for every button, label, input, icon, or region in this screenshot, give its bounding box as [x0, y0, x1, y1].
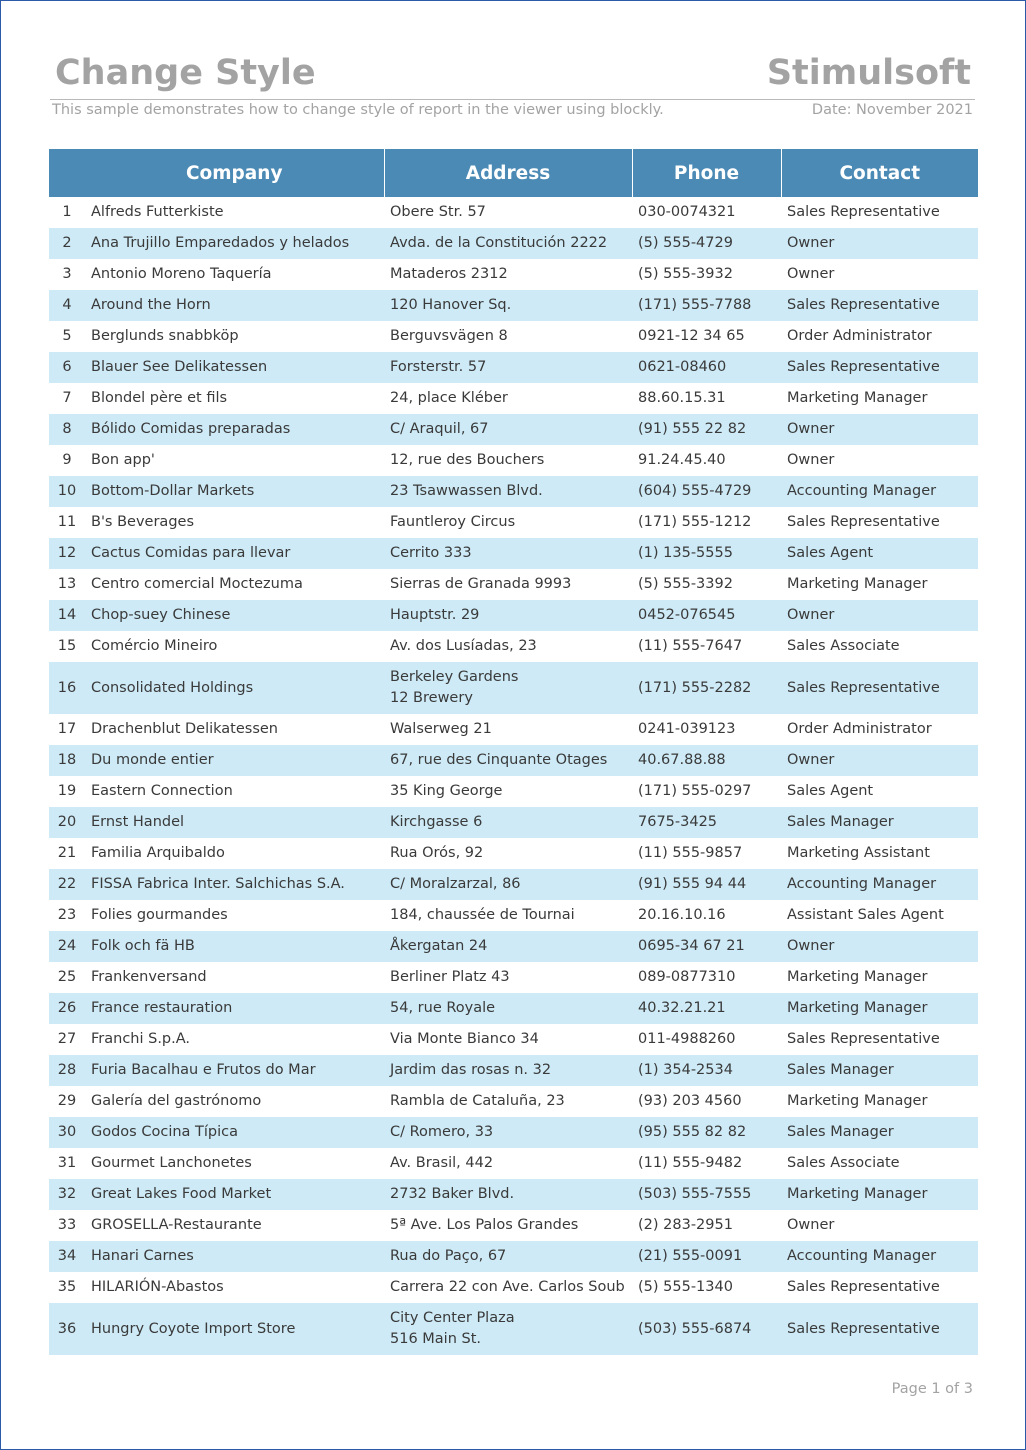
phone-cell: 030-0074321 — [638, 204, 736, 220]
contact-cell: Sales Representative — [781, 662, 978, 714]
phone-cell: 7675-3425 — [632, 807, 781, 838]
address-cell — [384, 197, 632, 228]
table-row — [49, 807, 978, 838]
address-cell — [384, 714, 632, 745]
address-cell — [384, 445, 632, 476]
address-line: Walserweg 21 — [390, 721, 492, 737]
company-cell: France restauration — [85, 993, 384, 1024]
address-cell — [384, 962, 632, 993]
address-line: 120 Hanover Sq. — [390, 297, 512, 313]
phone-cell: 88.60.15.31 — [638, 390, 726, 406]
company-cell: FISSA Fabrica Inter. Salchichas S.A. — [85, 869, 384, 900]
column-header-company: Company — [85, 149, 384, 197]
contact-cell: Marketing Manager — [787, 969, 928, 985]
row-number: 4 — [49, 290, 85, 321]
contact-cell: Owner — [781, 228, 978, 259]
address-cell — [384, 383, 632, 414]
row-number: 30 — [49, 1117, 85, 1148]
contact-cell: Owner — [781, 600, 978, 631]
company-cell: Chop-suey Chinese — [85, 600, 384, 631]
address-line: Berguvsvägen 8 — [390, 328, 508, 344]
row-number: 8 — [49, 414, 85, 445]
row-number: 11 — [57, 514, 77, 530]
row-number: 22 — [49, 869, 85, 900]
phone-cell: (5) 555-1340 — [638, 1279, 733, 1295]
contact-cell: Order Administrator — [787, 328, 932, 344]
address-cell — [384, 931, 632, 962]
address-cell — [384, 1241, 632, 1272]
address-cell — [384, 1086, 632, 1117]
company-cell: Consolidated Holdings — [85, 662, 384, 714]
address-cell — [384, 1303, 632, 1355]
address-line: Kirchgasse 6 — [390, 814, 483, 830]
contact-cell: Sales Agent — [787, 783, 874, 799]
phone-cell: (1) 354-2534 — [632, 1055, 781, 1086]
company-cell: Blauer See Delikatessen — [85, 352, 384, 383]
row-number: 31 — [57, 1155, 77, 1171]
table-row — [49, 476, 978, 507]
table-row — [49, 1303, 978, 1355]
phone-cell: (2) 283-2951 — [638, 1217, 733, 1233]
phone-cell: (503) 555-6874 — [632, 1303, 781, 1355]
row-number: 25 — [57, 969, 77, 985]
company-cell: Familia Arquibaldo — [91, 845, 225, 861]
table-row — [49, 259, 978, 290]
contact-cell: Owner — [787, 1217, 835, 1233]
contact-cell: Accounting Manager — [781, 869, 978, 900]
table-row — [49, 383, 978, 414]
table-row — [49, 1148, 978, 1179]
contact-cell: Accounting Manager — [781, 476, 978, 507]
phone-cell: (11) 555-9482 — [638, 1155, 743, 1171]
contact-cell: Sales Representative — [787, 204, 940, 220]
company-cell: Gourmet Lanchonetes — [91, 1155, 252, 1171]
contact-cell: Marketing Manager — [787, 390, 928, 406]
address-line: Av. dos Lusíadas, 23 — [390, 638, 537, 654]
company-cell: Cactus Comidas para llevar — [85, 538, 384, 569]
table-header-row — [49, 149, 978, 197]
table-row — [49, 869, 978, 900]
phone-cell: (5) 555-4729 — [632, 228, 781, 259]
table-row — [49, 631, 978, 662]
company-cell: Hungry Coyote Import Store — [85, 1303, 384, 1355]
table-row — [49, 1055, 978, 1086]
phone-cell: (93) 203 4560 — [638, 1093, 742, 1109]
address-cell — [384, 662, 632, 714]
address-line: 12, rue des Bouchers — [390, 452, 545, 468]
company-cell: Franchi S.p.A. — [91, 1031, 191, 1047]
brand-name: Stimulsoft — [766, 53, 971, 93]
table-row — [49, 414, 978, 445]
company-cell: Antonio Moreno Taquería — [91, 266, 272, 282]
customers-table — [49, 149, 978, 1355]
table-row — [49, 290, 978, 321]
address-cell — [384, 1117, 632, 1148]
address-cell — [384, 1055, 632, 1086]
address-cell — [384, 869, 632, 900]
row-number: 1 — [62, 204, 72, 220]
company-cell: Bon app' — [91, 452, 155, 468]
address-line: C/ Moralzarzal, 86 — [390, 876, 521, 892]
address-line: Jardim das rosas n. 32 — [390, 1062, 552, 1078]
table-row — [49, 507, 978, 538]
row-number: 36 — [49, 1303, 85, 1355]
address-cell — [384, 776, 632, 807]
table-row — [49, 962, 978, 993]
contact-cell: Marketing Assistant — [787, 845, 930, 861]
table-row — [49, 569, 978, 600]
table-row — [49, 445, 978, 476]
company-cell: Blondel père et fils — [91, 390, 228, 406]
table-row — [49, 1179, 978, 1210]
address-line: Avda. de la Constitución 2222 — [390, 235, 608, 251]
address-line: Via Monte Bianco 34 — [390, 1031, 539, 1047]
row-number: 9 — [62, 452, 72, 468]
table-row — [49, 838, 978, 869]
address-cell — [384, 900, 632, 931]
row-number: 14 — [49, 600, 85, 631]
address-cell — [384, 1024, 632, 1055]
table-row — [49, 228, 978, 259]
address-cell — [384, 228, 632, 259]
address-cell — [384, 993, 632, 1024]
row-number: 12 — [49, 538, 85, 569]
phone-cell: (21) 555-0091 — [632, 1241, 781, 1272]
address-cell — [384, 414, 632, 445]
address-line: 24, place Kléber — [390, 390, 508, 406]
contact-cell: Owner — [781, 931, 978, 962]
row-number: 35 — [57, 1279, 77, 1295]
address-line: Obere Str. 57 — [390, 204, 486, 220]
table-row — [49, 900, 978, 931]
row-number: 33 — [57, 1217, 77, 1233]
contact-cell: Order Administrator — [787, 721, 932, 737]
phone-cell: 0621-08460 — [632, 352, 781, 383]
phone-cell: (503) 555-7555 — [632, 1179, 781, 1210]
table-row — [49, 1117, 978, 1148]
address-line: 35 King George — [390, 783, 503, 799]
company-cell: HILARIÓN-Abastos — [91, 1279, 224, 1295]
column-header-number — [49, 149, 85, 197]
address-line: Cerrito 333 — [390, 545, 472, 561]
row-number: 26 — [49, 993, 85, 1024]
company-cell: Berglunds snabbköp — [91, 328, 239, 344]
table-row — [49, 538, 978, 569]
address-line: Hauptstr. 29 — [390, 607, 480, 623]
row-number: 29 — [57, 1093, 77, 1109]
phone-cell: (1) 135-5555 — [632, 538, 781, 569]
table-row — [49, 1086, 978, 1117]
phone-cell: 0241-039123 — [638, 721, 736, 737]
company-cell: Drachenblut Delikatessen — [91, 721, 278, 737]
company-cell: Hanari Carnes — [85, 1241, 384, 1272]
row-number: 20 — [49, 807, 85, 838]
row-number: 16 — [49, 662, 85, 714]
contact-cell: Owner — [787, 266, 835, 282]
address-cell — [384, 352, 632, 383]
phone-cell: 0695-34 67 21 — [632, 931, 781, 962]
address-cell — [384, 838, 632, 869]
phone-cell: 0452-076545 — [632, 600, 781, 631]
table-row — [49, 1210, 978, 1241]
contact-cell: Owner — [781, 745, 978, 776]
phone-cell: (171) 555-7788 — [632, 290, 781, 321]
address-line: Carrera 22 con Ave. Carlos Soub — [390, 1279, 625, 1295]
address-cell — [384, 290, 632, 321]
address-line: 12 Brewery — [390, 690, 473, 706]
contact-cell: Marketing Manager — [787, 1093, 928, 1109]
company-cell: Ana Trujillo Emparedados y helados — [85, 228, 384, 259]
company-cell: Godos Cocina Típica — [85, 1117, 384, 1148]
header-divider — [50, 99, 975, 100]
company-cell: Galería del gastrónomo — [91, 1093, 262, 1109]
row-number: 23 — [57, 907, 77, 923]
contact-cell: Sales Manager — [781, 807, 978, 838]
address-line: Rua Orós, 92 — [390, 845, 484, 861]
table-row — [49, 745, 978, 776]
contact-cell: Sales Representative — [781, 290, 978, 321]
company-cell: Around the Horn — [85, 290, 384, 321]
contact-cell: Sales Representative — [787, 514, 940, 530]
address-cell — [384, 507, 632, 538]
company-cell: Folk och fä HB — [85, 931, 384, 962]
address-cell — [384, 631, 632, 662]
address-cell — [384, 745, 632, 776]
address-line: 516 Main St. — [390, 1331, 482, 1347]
row-number: 24 — [49, 931, 85, 962]
phone-cell: 20.16.10.16 — [638, 907, 726, 923]
contact-cell: Sales Associate — [787, 638, 900, 654]
address-cell — [384, 476, 632, 507]
row-number: 7 — [62, 390, 72, 406]
address-line: Av. Brasil, 442 — [390, 1155, 494, 1171]
row-number: 15 — [57, 638, 77, 654]
report-subtitle: This sample demonstrates how to change style of report in the viewer using blockly. — [52, 102, 664, 118]
company-cell: Furia Bacalhau e Frutos do Mar — [85, 1055, 384, 1086]
address-line: City Center Plaza — [390, 1310, 515, 1326]
phone-cell: (11) 555-9857 — [638, 845, 743, 861]
row-number: 27 — [57, 1031, 77, 1047]
phone-cell: 40.32.21.21 — [632, 993, 781, 1024]
address-line: Berliner Platz 43 — [390, 969, 510, 985]
table-row — [49, 714, 978, 745]
address-line: 67, rue des Cinquante Otages — [390, 752, 608, 768]
table-row — [49, 993, 978, 1024]
phone-cell: (604) 555-4729 — [632, 476, 781, 507]
page-indicator: Page 1 of 3 — [891, 1381, 973, 1397]
row-number: 28 — [49, 1055, 85, 1086]
address-line: C/ Araquil, 67 — [390, 421, 489, 437]
phone-cell: (95) 555 82 82 — [632, 1117, 781, 1148]
table-body — [49, 197, 978, 1355]
phone-cell: (91) 555 22 82 — [632, 414, 781, 445]
column-header-phone: Phone — [632, 149, 781, 197]
row-number: 18 — [49, 745, 85, 776]
address-line: Mataderos 2312 — [390, 266, 508, 282]
address-line: 54, rue Royale — [390, 1000, 496, 1016]
company-cell: B's Beverages — [91, 514, 194, 530]
table-row — [49, 1272, 978, 1303]
phone-cell: (5) 555-3932 — [638, 266, 733, 282]
company-cell: Great Lakes Food Market — [85, 1179, 384, 1210]
address-line: Åkergatan 24 — [390, 938, 488, 954]
row-number: 17 — [57, 721, 77, 737]
phone-cell: (11) 555-7647 — [638, 638, 743, 654]
address-line: Rua do Paço, 67 — [390, 1248, 507, 1264]
address-cell — [384, 600, 632, 631]
address-line: 5ª Ave. Los Palos Grandes — [390, 1217, 579, 1233]
company-cell: Centro comercial Moctezuma — [91, 576, 303, 592]
company-cell: Comércio Mineiro — [91, 638, 218, 654]
company-cell: Du monde entier — [85, 745, 384, 776]
company-cell: Alfreds Futterkiste — [91, 204, 224, 220]
table-row — [49, 931, 978, 962]
address-cell — [384, 1272, 632, 1303]
company-cell: Eastern Connection — [91, 783, 233, 799]
contact-cell: Owner — [781, 414, 978, 445]
contact-cell: Accounting Manager — [781, 1241, 978, 1272]
table-row — [49, 600, 978, 631]
phone-cell: 089-0877310 — [638, 969, 736, 985]
address-line: Rambla de Cataluña, 23 — [390, 1093, 565, 1109]
row-number: 10 — [49, 476, 85, 507]
row-number: 2 — [49, 228, 85, 259]
row-number: 13 — [57, 576, 77, 592]
phone-cell: 91.24.45.40 — [638, 452, 726, 468]
address-cell — [384, 1148, 632, 1179]
phone-cell: (171) 555-1212 — [638, 514, 752, 530]
address-cell — [384, 1179, 632, 1210]
address-line: Berkeley Gardens — [390, 669, 519, 685]
contact-cell: Sales Agent — [781, 538, 978, 569]
row-number: 5 — [62, 328, 72, 344]
address-cell — [384, 1210, 632, 1241]
row-number: 19 — [57, 783, 77, 799]
contact-cell: Sales Representative — [781, 1303, 978, 1355]
phone-cell: (171) 555-2282 — [632, 662, 781, 714]
table-row — [49, 197, 978, 228]
company-cell: Bólido Comidas preparadas — [85, 414, 384, 445]
address-cell — [384, 259, 632, 290]
report-title: Change Style — [55, 53, 316, 93]
contact-cell: Sales Associate — [787, 1155, 900, 1171]
address-line: C/ Romero, 33 — [390, 1124, 494, 1140]
phone-cell: (91) 555 94 44 — [632, 869, 781, 900]
address-line: Fauntleroy Circus — [390, 514, 516, 530]
table-row — [49, 352, 978, 383]
phone-cell: 011-4988260 — [638, 1031, 736, 1047]
company-cell: Folies gourmandes — [91, 907, 228, 923]
table-row — [49, 1024, 978, 1055]
address-cell — [384, 569, 632, 600]
table-row — [49, 662, 978, 714]
contact-cell: Owner — [787, 452, 835, 468]
row-number: 32 — [49, 1179, 85, 1210]
phone-cell: 0921-12 34 65 — [638, 328, 745, 344]
column-header-address: Address — [384, 149, 632, 197]
company-cell: Bottom-Dollar Markets — [85, 476, 384, 507]
address-line: Forsterstr. 57 — [390, 359, 487, 375]
row-number: 21 — [57, 845, 77, 861]
table-row — [49, 1241, 978, 1272]
address-cell — [384, 538, 632, 569]
contact-cell: Sales Representative — [787, 1031, 940, 1047]
address-line: 184, chaussée de Tournai — [390, 907, 575, 923]
contact-cell: Sales Manager — [781, 1055, 978, 1086]
company-cell: Ernst Handel — [85, 807, 384, 838]
column-header-contact: Contact — [781, 149, 978, 197]
row-number: 6 — [49, 352, 85, 383]
address-cell — [384, 321, 632, 352]
contact-cell: Marketing Manager — [781, 993, 978, 1024]
address-line: Sierras de Granada 9993 — [390, 576, 572, 592]
table-row — [49, 776, 978, 807]
contact-cell: Marketing Manager — [781, 1179, 978, 1210]
contact-cell: Marketing Manager — [787, 576, 928, 592]
company-cell: Frankenversand — [91, 969, 207, 985]
phone-cell: (5) 555-3392 — [638, 576, 733, 592]
contact-cell: Sales Manager — [781, 1117, 978, 1148]
company-cell: GROSELLA-Restaurante — [91, 1217, 262, 1233]
contact-cell: Sales Representative — [781, 352, 978, 383]
contact-cell: Sales Representative — [787, 1279, 940, 1295]
phone-cell: 40.67.88.88 — [632, 745, 781, 776]
contact-cell: Assistant Sales Agent — [787, 907, 944, 923]
row-number: 34 — [49, 1241, 85, 1272]
address-line: 23 Tsawwassen Blvd. — [390, 483, 543, 499]
row-number: 3 — [62, 266, 72, 282]
report-date: Date: November 2021 — [811, 102, 973, 118]
phone-cell: (171) 555-0297 — [638, 783, 752, 799]
address-line: 2732 Baker Blvd. — [390, 1186, 515, 1202]
table-row — [49, 321, 978, 352]
address-cell — [384, 807, 632, 838]
